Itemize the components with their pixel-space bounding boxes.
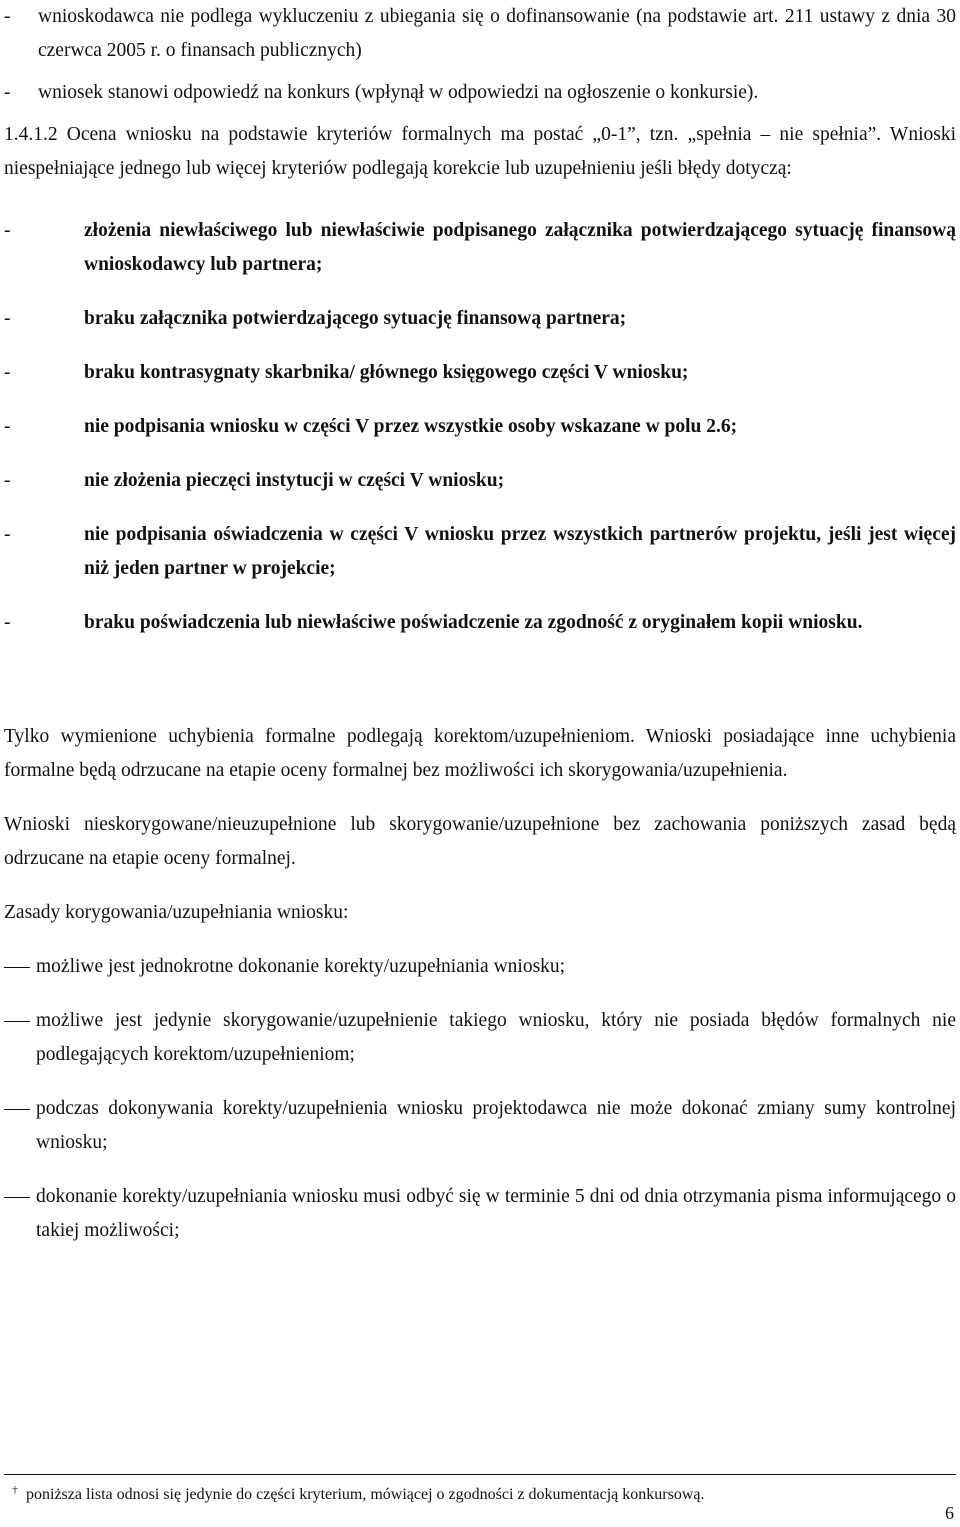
list-dash: - — [4, 220, 11, 241]
list-item — [4, 1092, 956, 1160]
spacer — [4, 876, 956, 896]
paragraph-limited-corrections: Tylko wymienione uchybienia formalne podlegają korektom/uzupełnieniom. Wnioski posiadające inne uchybienia formalne będą odrzucane na etapie oceny formalnej bez możliwości ich skorygowania/uzupełnienia. — [4, 726, 956, 781]
list-item — [4, 464, 956, 498]
list-dash: - — [4, 416, 11, 437]
list-item-text: podczas dokonywania korekty/uzupełnienia wniosku projektodawca nie może dokonać zmiany sumy kontrolnej wniosku; — [36, 1098, 956, 1153]
section-intro: 1.4.1.2 Ocena wniosku na podstawie kryteriów formalnych ma postać „0-1”, tzn. „spełnia – nie spełnia”. Wnioski niespełniające jednego lub więcej kryteriów podlegają korekcie lub uzupełnieniu jeśli błędy dotyczą: — [4, 124, 956, 179]
footnote-text: poniższa lista odnosi się jedynie do części kryterium, mówiącej o zgodności z dokumentacją konkursową. — [26, 1486, 705, 1503]
spacer — [4, 930, 956, 950]
list-dash: - — [4, 362, 11, 383]
page-number: 6 — [945, 1503, 954, 1523]
list-item — [4, 356, 956, 390]
list-item-text: braku załącznika potwierdzającego sytuację finansową partnera; — [84, 308, 627, 329]
list-item — [4, 214, 956, 282]
list-item-text: nie podpisania wniosku w części V przez wszystkie osoby wskazane w polu 2.6; — [84, 416, 738, 437]
list-item-text: złożenia niewłaściwego lub niewłaściwie podpisanego załącznika potwierdzającego sytuację finansową wnioskodawcy lub partnera; — [84, 220, 956, 275]
paragraph-rejection: Wnioski nieskorygowane/nieuzupełnione lub skorygowanie/uzupełnione bez zachowania poniższych zasad będą odrzucane na etapie oceny formalnej. — [4, 814, 956, 869]
criteria-list — [4, 0, 956, 110]
list-item-text: wnioskodawca nie podlega wykluczeniu z ubiegania się o dofinansowanie (na podstawie art. 211 ustawy z dnia 30 czerwca 2005 r. o finansach publicznych) — [38, 6, 956, 61]
list-dash: - — [4, 6, 11, 27]
list-dash: - — [4, 612, 11, 633]
spacer — [4, 660, 956, 720]
list-item-text: możliwe jest jedynie skorygowanie/uzupełnienie takiego wniosku, który nie posiada błędów formalnych nie podlegających korektom/uzupełnieniom; — [36, 1010, 956, 1065]
spacer — [4, 788, 956, 808]
list-dash: - — [4, 470, 11, 491]
list-item — [4, 76, 956, 110]
list-dash: - — [4, 308, 11, 329]
list-item — [4, 1004, 956, 1072]
document-page — [4, 0, 956, 1268]
list-item-text: wniosek stanowi odpowiedź na konkurs (wpłynął w odpowiedzi na ogłoszenie o konkursie). — [38, 82, 759, 103]
list-item-text: nie złożenia pieczęci instytucji w części V wniosku; — [84, 470, 505, 491]
list-item-text: możliwe jest jednokrotne dokonanie korekty/uzupełniania wniosku; — [36, 956, 566, 977]
list-item — [4, 0, 956, 68]
correctable-errors-list — [4, 214, 956, 640]
list-item — [4, 950, 956, 984]
correction-rules-list — [4, 950, 956, 1248]
footnote: † poniższa lista odnosi się jedynie do części kryterium, mówiącej o zgodności z dokumentacją konkursową. — [12, 1483, 705, 1503]
list-item-text: dokonanie korekty/uzupełniania wniosku musi odbyć się w terminie 5 dni od dnia otrzymania pisma informującego o takiej możliwości; — [36, 1186, 956, 1241]
list-dash: - — [4, 82, 11, 103]
list-dash: - — [4, 524, 11, 545]
list-item — [4, 410, 956, 444]
list-item-text: braku poświadczenia lub niewłaściwe poświadczenie za zgodność z oryginałem kopii wniosku. — [84, 612, 863, 633]
list-item-text: braku kontrasygnaty skarbnika/ głównego księgowego części V wniosku; — [84, 362, 689, 383]
paragraph-rules-heading: Zasady korygowania/uzupełniania wniosku: — [4, 902, 349, 923]
list-item — [4, 518, 956, 586]
list-item — [4, 302, 956, 336]
list-item — [4, 606, 956, 640]
list-item-text: nie podpisania oświadczenia w części V wniosku przez wszystkich partnerów projektu, jeśli jest więcej niż jeden partner w projekcie; — [84, 524, 956, 579]
list-item — [4, 1180, 956, 1248]
footnote-divider — [4, 1474, 956, 1475]
